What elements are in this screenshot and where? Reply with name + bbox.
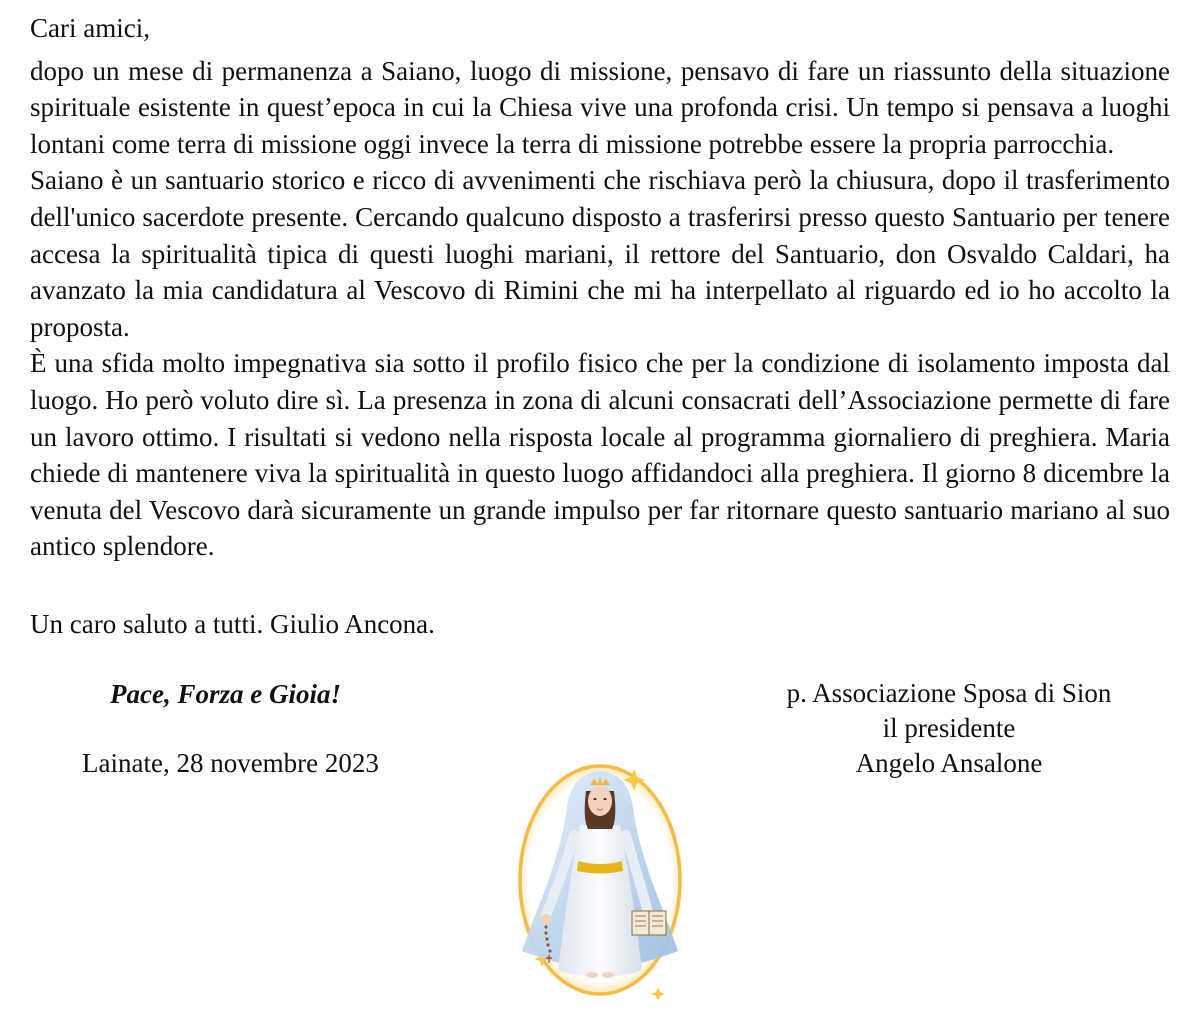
madonna-illustration-icon [508,755,692,1005]
letter-greeting: Cari amici, [30,13,150,43]
letter-closing: Un caro saluto a tutti. Giulio Ancona. [30,609,435,639]
letter-body [30,10,1170,565]
madonna-svg [508,755,692,1005]
face [588,786,612,816]
signature-name: Angelo Ansalone [855,748,1043,778]
signature-role: il presidente [882,713,1016,743]
letter-paragraph-3: È una sfida molto impegnativa sia sotto il profilo fisico che per la condizione di isolamento imposta dal luogo. Ho però voluto dire sì. La presenza in zona di alcuni consacrati dell’Associazione permette di fare un lavoro ottimo. I risultati si vedono nella risposta locale al programma giornaliero di preghiera. Maria chiede di mantenere viva la spiritualità in questo luogo affidandoci alla preghiera. Il giorno 8 dicembre la venuta del Vescovo darà sicuramente un grande impulso per far ritornare questo santuario mariano al suo antico splendore. [30,348,1170,562]
signature-association: p. Associazione Sposa di Sion [786,678,1112,708]
signature-block [766,676,1132,781]
letter-paragraph-2: Saiano è un santuario storico e ricco di avvenimenti che rischiava però la chiusura, dopo il trasferimento dell'unico sacerdote presente. Cercando qualcuno disposto a trasferirsi presso questo Santuario per tenere accesa la spiritualità tipica di questi luoghi mariani, il rettore del Santuario, don Osvaldo Caldari, ha avanzato la mia candidatura al Vescovo di Rimini che mi ha interpellato al riguardo ed io ho accolto la proposta. [30,165,1170,342]
motto: Pace, Forza e Gioia! [110,679,341,709]
letter-paragraph-1: dopo un mese di permanenza a Saiano, luogo di missione, pensavo di fare un riassunto della situazione spirituale esistente in quest’epoca in cui la Chiesa vive una profonda crisi. Un tempo si pensava a luoghi lontani come terra di missione oggi invece la terra di missione potrebbe essere la propria parrocchia. [30,55,1170,159]
book-icon [632,911,666,935]
place-and-date: Lainate, 28 novembre 2023 [82,748,379,778]
